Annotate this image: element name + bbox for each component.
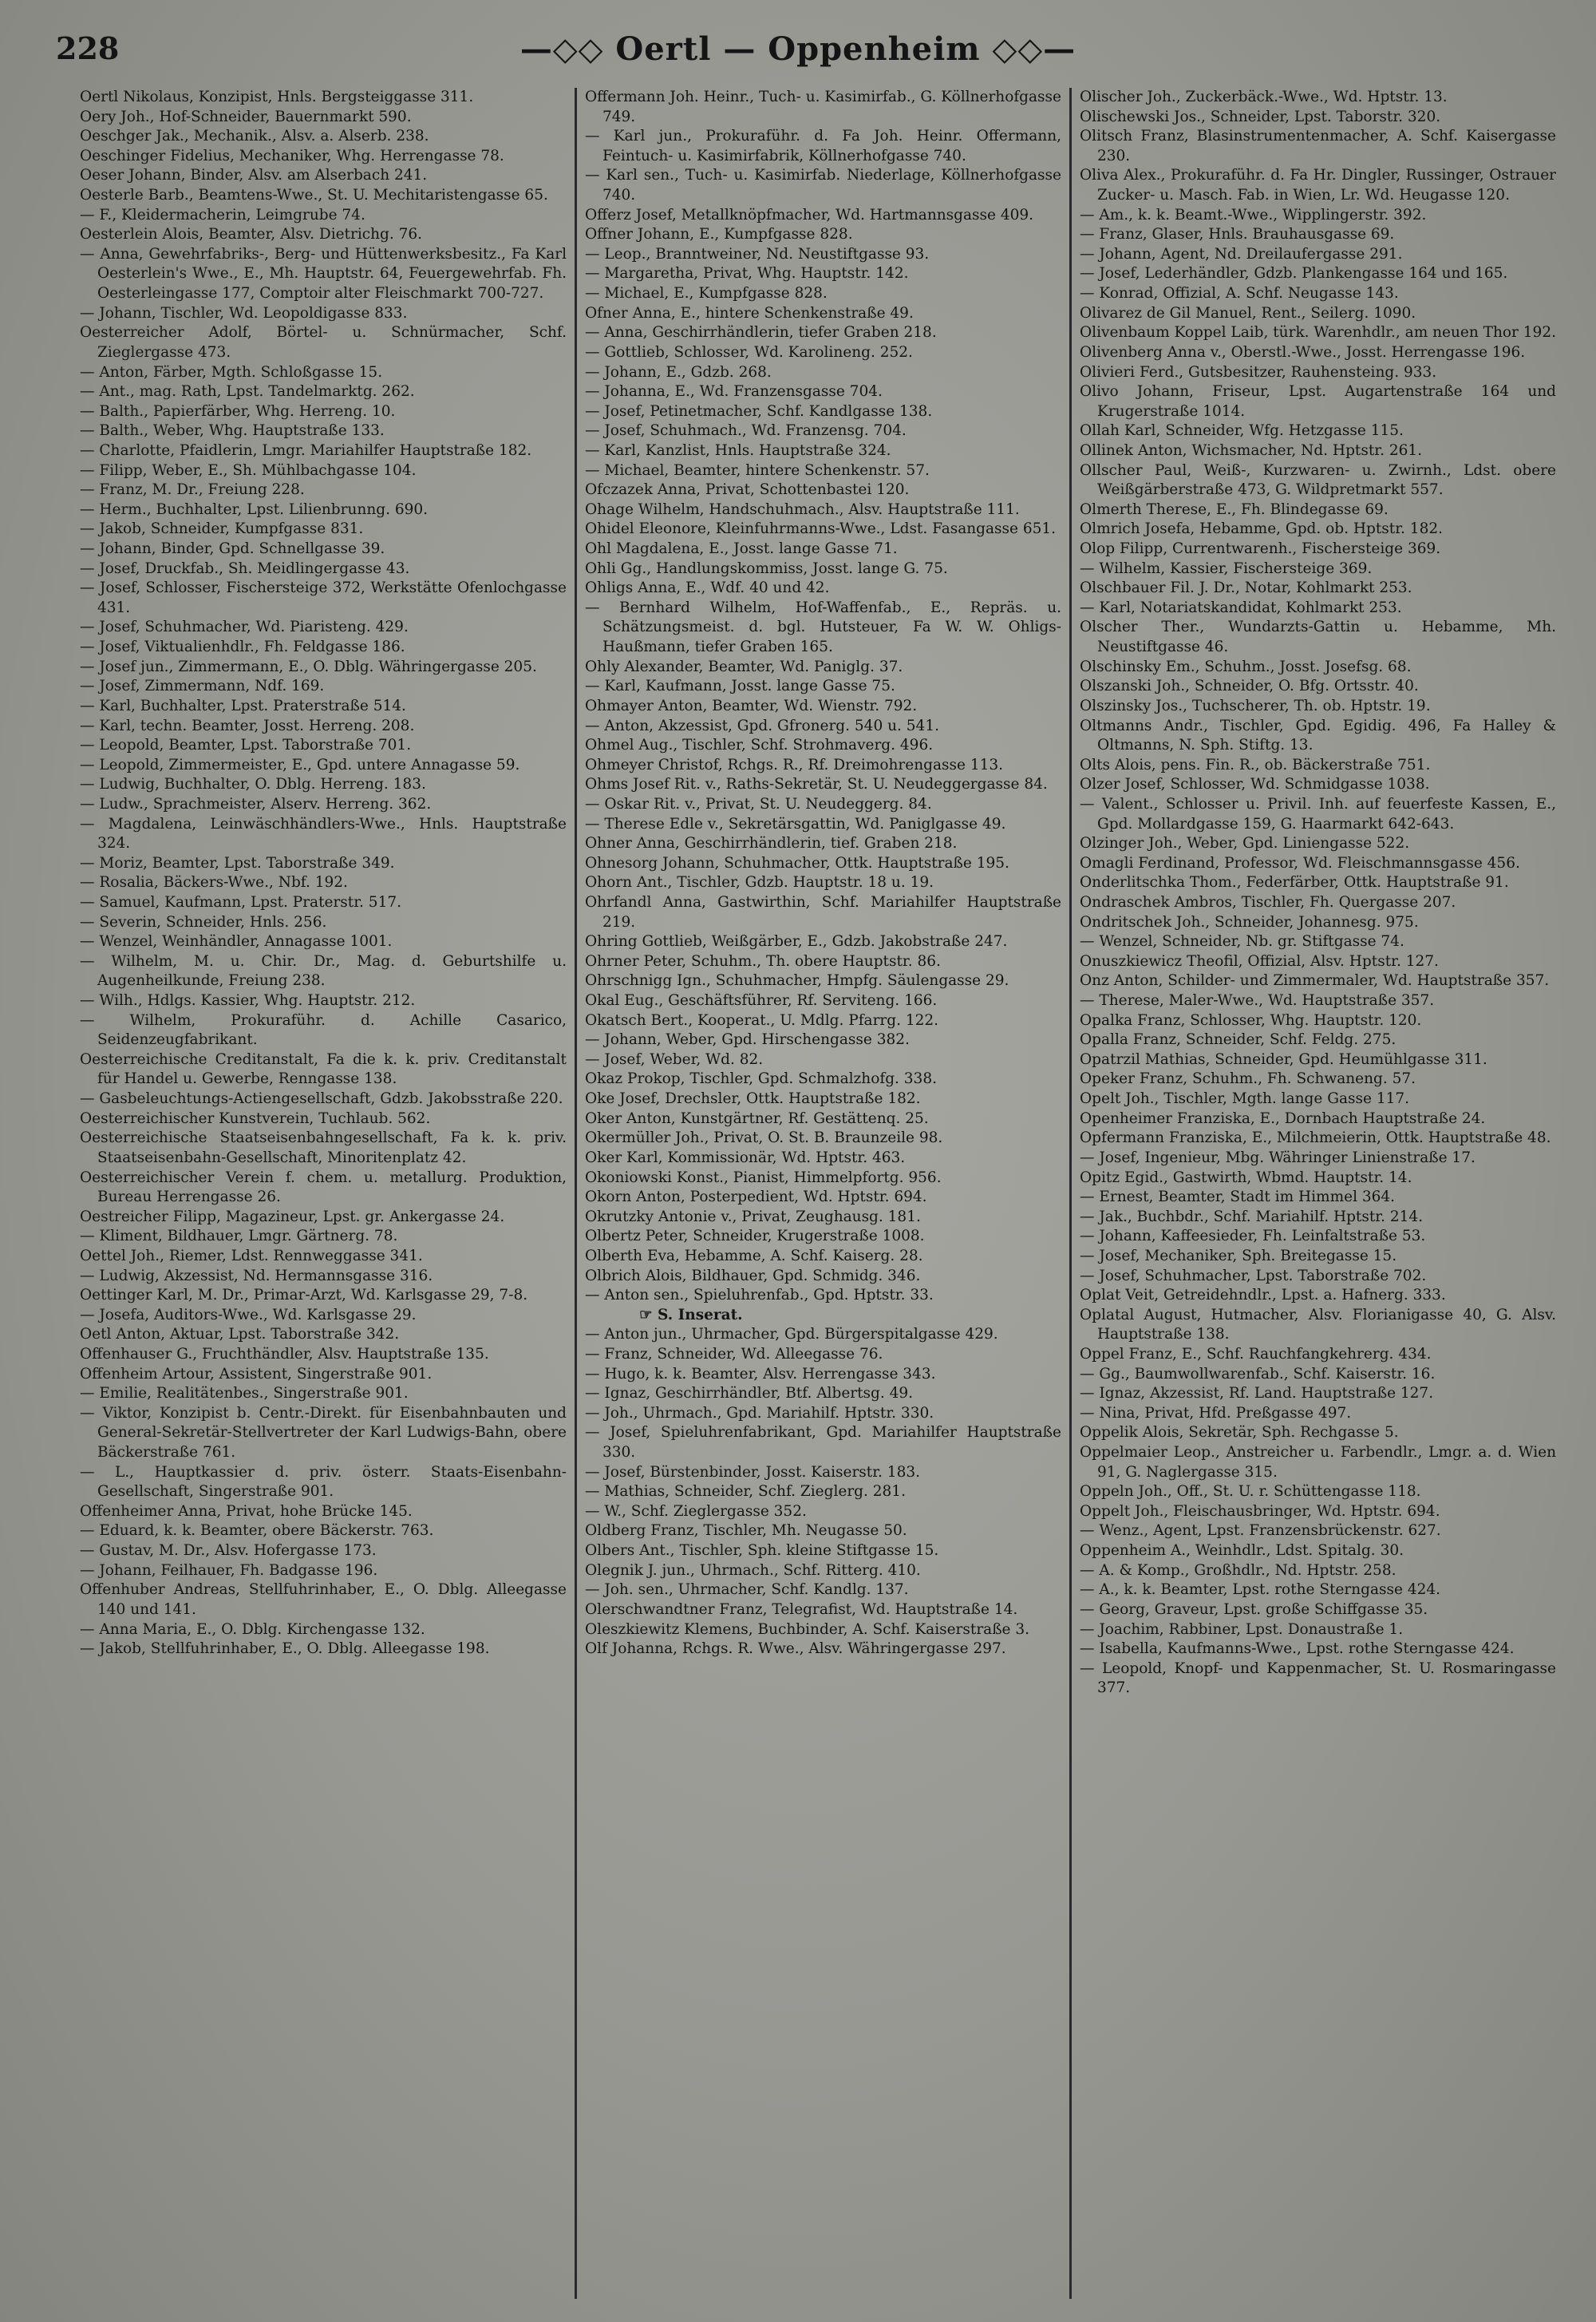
directory-entry: — Karl, Kanzlist, Hnls. Hauptstraße 324. bbox=[585, 441, 891, 459]
directory-entry: Openheimer Franziska, E., Dornbach Hauptstraße 24. bbox=[1080, 1110, 1486, 1127]
directory-entry: Olzinger Joh., Weber, Gpd. Liniengasse 522. bbox=[1080, 835, 1410, 852]
directory-entry: Ollinek Anton, Wichsmacher, Nd. Hptstr. 261. bbox=[1080, 441, 1423, 459]
directory-entry: Offermann Joh. Heinr., Tuch- u. Kasimirfab., G. Köllnerhofgasse 749. bbox=[585, 89, 1061, 125]
directory-entry: — A., k. k. Beamter, Lpst. rothe Sterngasse 424. bbox=[1080, 1581, 1441, 1599]
directory-entry: — Therese, Maler-Wwe., Wd. Hauptstraße 357. bbox=[1080, 992, 1435, 1010]
running-head: —◇◇ Oertl — Oppenheim ◇◇— bbox=[519, 30, 1077, 68]
directory-entry: — Mathias, Schneider, Schf. Zieglerg. 281. bbox=[585, 1483, 906, 1501]
directory-entry: Oesterreichische Staatseisenbahngesellschaft, Fa k. k. priv. Staatseisenbahn-Gesellschaft, Minoritenplatz 42. bbox=[80, 1129, 567, 1166]
directory-entry: — Karl, Buchhalter, Lpst. Praterstraße 514. bbox=[80, 697, 406, 714]
directory-entry: — Therese Edle v., Sekretärsgattin, Wd. Paniglgasse 49. bbox=[585, 815, 1006, 833]
directory-entry: — Wenzel, Schneider, Nb. gr. Stiftgasse 74. bbox=[1080, 933, 1404, 951]
directory-entry: Olzer Josef, Schlosser, Wd. Schmidgasse 1038. bbox=[1080, 776, 1430, 793]
directory-entry: — Josef, Spieluhrenfabrikant, Gpd. Mariahilfer Hauptstraße 330. bbox=[585, 1424, 1061, 1462]
directory-entry: Olbers Ant., Tischler, Sph. kleine Stiftgasse 15. bbox=[585, 1542, 939, 1560]
directory-entry: — Gg., Baumwollwarenfab., Schf. Kaiserstr. 16. bbox=[1080, 1365, 1436, 1383]
directory-entry: Okatsch Bert., Kooperat., U. Mdlg. Pfarrg. 122. bbox=[585, 1011, 939, 1029]
directory-entry: Olivieri Ferd., Gutsbesitzer, Rauhensteing. 933. bbox=[1080, 363, 1437, 381]
directory-entry: — Valent., Schlosser u. Privil. Inh. auf feuerfeste Kassen, E., Gpd. Mollardgasse 159, G. Haarmarkt 642-643. bbox=[1080, 795, 1556, 833]
directory-entry: Olbertz Peter, Schneider, Krugerstraße 1008. bbox=[585, 1228, 925, 1245]
directory-entry: — Samuel, Kaufmann, Lpst. Praterstr. 517. bbox=[80, 893, 401, 911]
directory-entry: — Anna, Gewehrfabriks-, Berg- und Hüttenwerksbesitz., Fa Karl Oesterlein's Wwe., E., Mh. Hauptstr. 64, Feuergewehrfab. Fh. Oesterleingasse 177, Comptoir alter Fleischmarkt 700-727. bbox=[80, 245, 567, 303]
directory-entry: — Josef, Lederhändler, Gdzb. Plankengasse 164 und 165. bbox=[1080, 265, 1508, 283]
directory-entry: — Magdalena, Leinwäschhändlers-Wwe., Hnls. Hauptstraße 324. bbox=[80, 815, 567, 852]
directory-entry: Oliva Alex., Prokuraführ. d. Fa Hr. Dingler, Russinger, Ostrauer Zucker- u. Masch. Fab. in Wien, Lr. Wd. Heugasse 120. bbox=[1080, 167, 1556, 204]
directory-entry: Ohmayer Anton, Beamter, Wd. Wienstr. 792. bbox=[585, 697, 918, 714]
directory-entry: Ohring Gottlieb, Weißgärber, E., Gdzb. Jakobstraße 247. bbox=[585, 933, 1008, 951]
directory-entry: Ollah Karl, Schneider, Wfg. Hetzgasse 115. bbox=[1080, 422, 1404, 440]
directory-entry: Offenheim Artour, Assistent, Singerstraße 901. bbox=[80, 1365, 433, 1383]
directory-entry: Oertl Nikolaus, Konzipist, Hnls. Bergsteiggasse 311. bbox=[80, 89, 474, 105]
directory-entry: — Joh. sen., Uhrmacher, Schf. Kandlg. 137. bbox=[585, 1581, 909, 1599]
directory-entry: Oker Anton, Kunstgärtner, Rf. Gestättenq. 25. bbox=[585, 1110, 929, 1127]
directory-entry: — Michael, Beamter, hintere Schenkenstr. 57. bbox=[585, 461, 930, 479]
directory-entry: Offenhauser G., Fruchthändler, Alsv. Hauptstraße 135. bbox=[80, 1346, 489, 1363]
directory-entry: — Wenzel, Weinhändler, Annagasse 1001. bbox=[80, 933, 393, 951]
directory-entry: — Johann, Kaffeesieder, Fh. Leinfaltstraße 53. bbox=[1080, 1228, 1426, 1245]
directory-entry: — Karl, Notariatskandidat, Kohlmarkt 253. bbox=[1080, 599, 1402, 616]
directory-columns bbox=[80, 88, 1564, 2299]
directory-entry: Okrutzky Antonie v., Privat, Zeughausg. 181. bbox=[585, 1208, 921, 1225]
directory-entry: — W., Schf. Zieglergasse 352. bbox=[585, 1502, 807, 1520]
directory-entry: — Leopold, Zimmermeister, E., Gpd. untere Annagasse 59. bbox=[80, 756, 520, 773]
directory-entry: Okoniowski Konst., Pianist, Himmelpfortg. 956. bbox=[585, 1169, 942, 1186]
directory-entry: Oesterreichische Creditanstalt, Fa die k. k. priv. Creditanstalt für Handel u. Gewerbe, Renngasse 138. bbox=[80, 1050, 567, 1088]
directory-entry: Oetl Anton, Aktuar, Lpst. Taborstraße 342. bbox=[80, 1326, 400, 1343]
directory-entry: Offner Johann, E., Kumpfgasse 828. bbox=[585, 226, 853, 243]
directory-entry: Olivo Johann, Friseur, Lpst. Augartenstraße 164 und Krugerstraße 1014. bbox=[1080, 383, 1556, 420]
directory-entry: Okorn Anton, Posterpedient, Wd. Hptstr. 694. bbox=[585, 1189, 927, 1206]
directory-entry: — Wilhelm, Kassier, Fischersteige 369. bbox=[1080, 560, 1373, 577]
directory-entry: Oeschinger Fidelius, Mechaniker, Whg. Herrengasse 78. bbox=[80, 147, 504, 164]
directory-entry: Oesterreicher Adolf, Börtel- u. Schnürmacher, Schf. Zieglergasse 473. bbox=[80, 324, 567, 361]
directory-entry: Oplatal August, Hutmacher, Alsv. Florianigasse 40, G. Alsv. Hauptstraße 138. bbox=[1080, 1306, 1556, 1343]
directory-entry: — Anton, Akzessist, Gpd. Gfronerg. 540 u. 541. bbox=[585, 717, 939, 734]
directory-entry: — Karl jun., Prokuraführ. d. Fa Joh. Heinr. Offermann, Feintuch- u. Kasimirfabrik, Köllnerhofgasse 740. bbox=[585, 128, 1061, 164]
directory-entry: — Isabella, Kaufmanns-Wwe., Lpst. rothe Sterngasse 424. bbox=[1080, 1640, 1515, 1658]
directory-entry: — Johann, Feilhauer, Fh. Badgasse 196. bbox=[80, 1561, 378, 1579]
column-2 bbox=[575, 88, 1069, 2299]
directory-entry: — A. & Komp., Großhdlr., Nd. Hptstr. 258. bbox=[1080, 1561, 1396, 1579]
directory-entry: Ollscher Paul, Weiß-, Kurzwaren- u. Zwirnh., Ldst. obere Weißgärberstraße 473, G. Wildpretmarkt 557. bbox=[1080, 461, 1556, 499]
directory-entry: Ohnesorg Johann, Schuhmacher, Ottk. Hauptstraße 195. bbox=[585, 854, 1009, 872]
directory-entry: Offenhuber Andreas, Stellfuhrinhaber, E., O. Dblg. Alleegasse 140 und 141. bbox=[80, 1581, 567, 1618]
directory-entry: Onderlitschka Thom., Federfärber, Ottk. Hauptstraße 91. bbox=[1080, 874, 1509, 892]
directory-entry: — Josef, Weber, Wd. 82. bbox=[585, 1050, 764, 1068]
directory-entry: — Anton jun., Uhrmacher, Gpd. Bürgerspitalgasse 429. bbox=[585, 1326, 998, 1343]
directory-entry: — Jakob, Stellfuhrinhaber, E., O. Dblg. Alleegasse 198. bbox=[80, 1640, 490, 1658]
directory-entry: Oestreicher Filipp, Magazineur, Lpst. gr. Ankergasse 24. bbox=[80, 1208, 505, 1225]
directory-entry: — Anna, Geschirrhändlerin, tiefer Graben 218. bbox=[585, 324, 937, 342]
directory-entry: Olmerth Therese, E., Fh. Blindegasse 69. bbox=[1080, 500, 1389, 518]
directory-entry: — Karl, Kaufmann, Josst. lange Gasse 75. bbox=[585, 678, 895, 695]
directory-entry: Oleszkiewitz Klemens, Buchbinder, A. Schf. Kaiserstraße 3. bbox=[585, 1620, 1030, 1638]
directory-entry: Opalka Franz, Schlosser, Whg. Hauptstr. 120. bbox=[1080, 1011, 1422, 1029]
directory-entry: — Ludwig, Akzessist, Nd. Hermannsgasse 316. bbox=[80, 1267, 433, 1284]
directory-entry: — Bernhard Wilhelm, Hof-Waffenfab., E., Repräs. u. Schätzungsmeist. d. bgl. Hutsteuer, Fa W. W. Ohligs-Haußmann, tiefer Graben 165. bbox=[585, 599, 1061, 656]
directory-entry: Ohrfandl Anna, Gastwirthin, Schf. Mariahilfer Hauptstraße 219. bbox=[585, 893, 1061, 931]
directory-entry: — Wilhelm, Prokuraführ. d. Achille Casarico, Seidenzeugfabrikant. bbox=[80, 1011, 567, 1049]
directory-entry: — Margaretha, Privat, Whg. Hauptstr. 142. bbox=[585, 265, 909, 283]
directory-entry: — Charlotte, Pfaidlerin, Lmgr. Mariahilfer Hauptstraße 182. bbox=[80, 441, 532, 459]
directory-entry: — Joh., Uhrmach., Gpd. Mariahilf. Hptstr. 330. bbox=[585, 1404, 934, 1422]
directory-entry: Olschinsky Em., Schuhm., Josst. Josefsg. 68. bbox=[1080, 658, 1412, 675]
directory-entry: — Gasbeleuchtungs-Actiengesellschaft, Gdzb. Jakobsstraße 220. bbox=[80, 1090, 563, 1108]
directory-entry: Opalla Franz, Schneider, Schf. Feldg. 275. bbox=[1080, 1031, 1396, 1049]
directory-entry: — Josef, Schuhmach., Wd. Franzensg. 704. bbox=[585, 422, 907, 440]
directory-entry: Olmrich Josefa, Hebamme, Gpd. ob. Hptstr. 182. bbox=[1080, 520, 1443, 538]
directory-entry: Ohms Josef Rit. v., Raths-Sekretär, St. U. Neudeggergasse 84. bbox=[585, 776, 1048, 793]
directory-entry: — Emilie, Realitätenbes., Singerstraße 901. bbox=[80, 1385, 409, 1402]
directory-entry: — Am., k. k. Beamt.-Wwe., Wipplingerstr. 392. bbox=[1080, 206, 1427, 223]
directory-entry: — Ernest, Beamter, Stadt im Himmel 364. bbox=[1080, 1189, 1396, 1206]
directory-entry: — Oskar Rit. v., Privat, St. U. Neudeggerg. 84. bbox=[585, 795, 932, 813]
directory-entry: Ohligs Anna, E., Wdf. 40 und 42. bbox=[585, 580, 830, 597]
directory-entry: — Konrad, Offizial, A. Schf. Neugasse 143. bbox=[1080, 285, 1399, 303]
directory-entry: ☞ S. Inserat. bbox=[639, 1306, 743, 1323]
directory-entry: Oker Karl, Kommissionär, Wd. Hptstr. 463. bbox=[585, 1149, 906, 1166]
directory-entry: Offenheimer Anna, Privat, hohe Brücke 145. bbox=[80, 1502, 413, 1520]
directory-entry: — Rosalia, Bäckers-Wwe., Nbf. 192. bbox=[80, 874, 348, 892]
directory-entry: — Leopold, Beamter, Lpst. Taborstraße 701. bbox=[80, 737, 412, 754]
directory-entry: — Ignaz, Geschirrhändler, Btf. Albertsg. 49. bbox=[585, 1385, 914, 1402]
directory-entry: Ondraschek Ambros, Tischler, Fh. Quergasse 207. bbox=[1080, 893, 1456, 911]
directory-entry: Oppel Franz, E., Schf. Rauchfangkehrerg. 434. bbox=[1080, 1346, 1432, 1363]
directory-entry: — Jak., Buchbdr., Schf. Mariahilf. Hptstr. 214. bbox=[1080, 1208, 1424, 1225]
directory-entry: Oppelt Joh., Fleischausbringer, Wd. Hptstr. 694. bbox=[1080, 1502, 1440, 1520]
directory-entry: Ohner Anna, Geschirrhändlerin, tief. Graben 218. bbox=[585, 835, 958, 852]
directory-entry: — Johann, Binder, Gpd. Schnellgasse 39. bbox=[80, 540, 385, 558]
directory-entry: — Franz, M. Dr., Freiung 228. bbox=[80, 481, 305, 499]
directory-entry: Olop Filipp, Currentwarenh., Fischersteige 369. bbox=[1080, 540, 1441, 558]
directory-entry: — Ludw., Sprachmeister, Alserv. Herreng. 362. bbox=[80, 795, 432, 813]
directory-entry: Olscher Ther., Wundarzts-Gattin u. Hebamme, Mh. Neustiftgasse 46. bbox=[1080, 619, 1556, 656]
directory-entry: Ohrschnigg Ign., Schuhmacher, Hmpfg. Säulengasse 29. bbox=[585, 972, 1009, 990]
directory-entry: Olerschwandtner Franz, Telegrafist, Wd. Hauptstraße 14. bbox=[585, 1600, 1018, 1618]
directory-entry: Okermüller Joh., Privat, O. St. B. Braunzeile 98. bbox=[585, 1129, 943, 1147]
directory-entry: — Ant., mag. Rath, Lpst. Tandelmarktg. 262. bbox=[80, 383, 415, 401]
directory-entry: — Johanna, E., Wd. Franzensgasse 704. bbox=[585, 383, 883, 401]
directory-entry: — Jakob, Schneider, Kumpfgasse 831. bbox=[80, 520, 364, 538]
directory-entry: — Franz, Schneider, Wd. Alleegasse 76. bbox=[585, 1346, 883, 1363]
directory-entry: Oettel Joh., Riemer, Ldst. Rennweggasse 341. bbox=[80, 1247, 423, 1264]
directory-entry: Oppelik Alois, Sekretär, Sph. Rechgasse 5. bbox=[1080, 1424, 1399, 1442]
directory-entry: — Kliment, Bildhauer, Lmgr. Gärtnerg. 78. bbox=[80, 1228, 398, 1245]
directory-entry: — Nina, Privat, Hfd. Preßgasse 497. bbox=[1080, 1404, 1352, 1422]
directory-entry: Ohmeyer Christof, Rchgs. R., Rf. Dreimohrengasse 113. bbox=[585, 756, 1004, 773]
directory-entry: Ohrner Peter, Schuhm., Th. obere Hauptstr. 86. bbox=[585, 952, 941, 970]
directory-entry: Opitz Egid., Gastwirth, Wbmd. Hauptstr. 14. bbox=[1080, 1169, 1412, 1186]
directory-entry: — Gottlieb, Schlosser, Wd. Karolineng. 252. bbox=[585, 343, 913, 361]
directory-entry: — Joachim, Rabbiner, Lpst. Donaustraße 1. bbox=[1080, 1620, 1404, 1638]
directory-entry: — Josef, Schuhmacher, Lpst. Taborstraße 702. bbox=[1080, 1267, 1427, 1284]
directory-entry: Olivenberg Anna v., Oberstl.-Wwe., Josst. Herrengasse 196. bbox=[1080, 343, 1526, 361]
directory-entry: Oesterreichischer Verein f. chem. u. metallurg. Produktion, Bureau Herrengasse 26. bbox=[80, 1169, 567, 1206]
directory-entry: — Josef, Viktualienhdlr., Fh. Feldgasse 186. bbox=[80, 639, 405, 656]
directory-entry: — Leop., Branntweiner, Nd. Neustiftgasse 93. bbox=[585, 245, 930, 263]
directory-entry: — Viktor, Konzipist b. Centr.-Direkt. für Eisenbahnbauten und General-Sekretär-Stellvertreter der Karl Ludwigs-Bahn, obere Bäckerstraße 761. bbox=[80, 1404, 567, 1462]
directory-entry: — Josef, Mechaniker, Sph. Breitegasse 15. bbox=[1080, 1247, 1397, 1264]
directory-entry: — Herm., Buchhalter, Lpst. Lilienbrunng. 690. bbox=[80, 500, 429, 518]
directory-entry: — Wenz., Agent, Lpst. Franzensbrückenstr. 627. bbox=[1080, 1522, 1441, 1540]
directory-entry: — Josefa, Auditors-Wwe., Wd. Karlsgasse 29. bbox=[80, 1306, 417, 1323]
directory-entry: Onuszkiewicz Theofil, Offizial, Alsv. Hptstr. 127. bbox=[1080, 952, 1439, 970]
directory-entry: Olivenbaum Koppel Laib, türk. Warenhdlr., am neuen Thor 192. bbox=[1080, 324, 1556, 342]
directory-entry: Oeschger Jak., Mechanik., Alsv. a. Alserb. 238. bbox=[80, 128, 429, 145]
directory-entry: — Filipp, Weber, E., Sh. Mühlbachgasse 104. bbox=[80, 461, 417, 479]
directory-entry: Okal Eug., Geschäftsführer, Rf. Serviteng. 166. bbox=[585, 992, 938, 1010]
column-3 bbox=[1069, 88, 1564, 2299]
directory-entry: — Johann, Agent, Nd. Dreilaufergasse 291. bbox=[1080, 245, 1403, 263]
directory-entry: Oeser Johann, Binder, Alsv. am Alserbach 241. bbox=[80, 167, 428, 184]
directory-entry: — Johann, Tischler, Wd. Leopoldigasse 833. bbox=[80, 304, 408, 322]
directory-entry: Offerz Josef, Metallknöpfmacher, Wd. Hartmannsgasse 409. bbox=[585, 206, 1034, 223]
directory-entry: Ohly Alexander, Beamter, Wd. Paniglg. 37. bbox=[585, 658, 903, 675]
directory-entry: Olf Johanna, Rchgs. R. Wwe., Alsv. Währingergasse 297. bbox=[585, 1640, 1006, 1658]
directory-entry: Olischer Joh., Zuckerbäck.-Wwe., Wd. Hptstr. 13. bbox=[1080, 89, 1448, 105]
directory-entry: Oppenheim A., Weinhdlr., Ldst. Spitalg. 30. bbox=[1080, 1542, 1404, 1560]
directory-entry: Ohorn Ant., Tischler, Gdzb. Hauptstr. 18 u. 19. bbox=[585, 874, 934, 892]
directory-entry: Oplat Veit, Getreidehndlr., Lpst. a. Hafnerg. 333. bbox=[1080, 1287, 1446, 1304]
directory-entry: Omagli Ferdinand, Professor, Wd. Fleischmannsgasse 456. bbox=[1080, 854, 1520, 872]
directory-entry: — Gustav, M. Dr., Alsv. Hofergasse 173. bbox=[80, 1542, 377, 1560]
directory-entry: Okaz Prokop, Tischler, Gpd. Schmalzhofg. 338. bbox=[585, 1070, 937, 1088]
directory-entry: Olischewski Jos., Schneider, Lpst. Taborstr. 320. bbox=[1080, 108, 1441, 125]
directory-entry: Olts Alois, pens. Fin. R., ob. Bäckerstraße 751. bbox=[1080, 756, 1431, 773]
directory-entry: — Josef, Druckfab., Sh. Meidlingergasse 43. bbox=[80, 560, 410, 577]
directory-entry: — Josef, Schlosser, Fischersteige 372, Werkstätte Ofenlochgasse 431. bbox=[80, 580, 567, 616]
directory-entry: Ohage Wilhelm, Handschuhmach., Alsv. Hauptstraße 111. bbox=[585, 500, 1020, 518]
directory-entry: Opatrzil Mathias, Schneider, Gpd. Heumühlgasse 311. bbox=[1080, 1050, 1487, 1068]
directory-entry: — Wilhelm, M. u. Chir. Dr., Mag. d. Geburtshilfe u. Augenheilkunde, Freiung 238. bbox=[80, 952, 567, 990]
directory-entry: Opeker Franz, Schuhm., Fh. Schwaneng. 57. bbox=[1080, 1070, 1416, 1088]
directory-entry: Oery Joh., Hof-Schneider, Bauernmarkt 590. bbox=[80, 108, 412, 125]
directory-entry: Ohli Gg., Handlungskommiss, Josst. lange G. 75. bbox=[585, 560, 948, 577]
page-header bbox=[56, 21, 1540, 85]
directory-entry: — Hugo, k. k. Beamter, Alsv. Herrengasse 343. bbox=[585, 1365, 936, 1383]
directory-entry: Oesterlein Alois, Beamter, Alsv. Dietrichg. 76. bbox=[80, 226, 423, 243]
directory-entry: Onz Anton, Schilder- und Zimmermaler, Wd. Hauptstraße 357. bbox=[1080, 972, 1550, 990]
directory-entry: — Karl sen., Tuch- u. Kasimirfab. Niederlage, Köllnerhofgasse 740. bbox=[585, 167, 1061, 204]
directory-entry: — Severin, Schneider, Hnls. 256. bbox=[80, 913, 327, 931]
directory-entry: Olberth Eva, Hebamme, A. Schf. Kaiserg. 28. bbox=[585, 1247, 923, 1264]
directory-entry: — Anton, Färber, Mgth. Schloßgasse 15. bbox=[80, 363, 383, 381]
directory-entry: — Josef, Zimmermann, Ndf. 169. bbox=[80, 678, 325, 695]
directory-entry: — L., Hauptkassier d. priv. österr. Staats-Eisenbahn-Gesellschaft, Singerstraße 901. bbox=[80, 1463, 567, 1501]
directory-entry: Oppelmaier Leop., Anstreicher u. Farbendlr., Lmgr. a. d. Wien 91, G. Naglergasse 315. bbox=[1080, 1444, 1556, 1481]
directory-entry: Olitsch Franz, Blasinstrumentenmacher, A. Schf. Kaisergasse 230. bbox=[1080, 128, 1556, 164]
directory-entry: Ohidel Eleonore, Kleinfuhrmanns-Wwe., Ldst. Fasangasse 651. bbox=[585, 520, 1057, 538]
directory-entry: — Josef, Bürstenbinder, Josst. Kaiserstr. 183. bbox=[585, 1463, 920, 1481]
directory-entry: Ondritschek Joh., Schneider, Johannesg. 975. bbox=[1080, 913, 1419, 931]
directory-entry: — Balth., Weber, Whg. Hauptstraße 133. bbox=[80, 422, 385, 440]
directory-entry: — Johann, Weber, Gpd. Hirschengasse 382. bbox=[585, 1031, 910, 1049]
page-number: 228 bbox=[56, 30, 120, 66]
directory-entry: — Ludwig, Buchhalter, O. Dblg. Herreng. 183. bbox=[80, 776, 426, 793]
directory-entry: Oesterle Barb., Beamtens-Wwe., St. U. Mechitaristengasse 65. bbox=[80, 187, 548, 204]
directory-entry: — Ignaz, Akzessist, Rf. Land. Hauptstraße 127. bbox=[1080, 1385, 1434, 1402]
directory-entry: Olszinsky Jos., Tuchscherer, Th. ob. Hptstr. 19. bbox=[1080, 697, 1431, 714]
directory-entry: Ohmel Aug., Tischler, Schf. Strohmaverg. 496. bbox=[585, 737, 934, 754]
directory-entry: Olegnik J. jun., Uhrmach., Schf. Ritterg. 410. bbox=[585, 1561, 921, 1579]
directory-entry: — Eduard, k. k. Beamter, obere Bäckerstr. 763. bbox=[80, 1522, 434, 1540]
directory-entry: Olbrich Alois, Bildhauer, Gpd. Schmidg. 346. bbox=[585, 1267, 921, 1284]
column-1 bbox=[80, 88, 575, 2299]
directory-entry: Oke Josef, Drechsler, Ottk. Hauptstraße 182. bbox=[585, 1090, 921, 1108]
directory-entry: Opfermann Franziska, E., Milchmeierin, Ottk. Hauptstraße 48. bbox=[1080, 1129, 1551, 1147]
directory-entry: Oettinger Karl, M. Dr., Primar-Arzt, Wd. Karlsgasse 29, 7-8. bbox=[80, 1287, 528, 1304]
directory-entry: Oltmanns Andr., Tischler, Gpd. Egidig. 496, Fa Halley & Oltmanns, N. Sph. Stiftg. 13. bbox=[1080, 717, 1556, 754]
directory-entry: — F., Kleidermacherin, Leimgrube 74. bbox=[80, 206, 365, 223]
directory-entry: Olivarez de Gil Manuel, Rent., Seilerg. 1090. bbox=[1080, 304, 1416, 322]
directory-entry: — Georg, Graveur, Lpst. große Schiffgasse 35. bbox=[1080, 1600, 1428, 1618]
directory-entry: Oppeln Joh., Off., St. U. r. Schüttengasse 118. bbox=[1080, 1483, 1421, 1501]
directory-entry: — Karl, techn. Beamter, Josst. Herreng. 208. bbox=[80, 717, 415, 734]
directory-entry: Ofner Anna, E., hintere Schenkenstraße 49. bbox=[585, 304, 914, 322]
directory-entry: Ofczazek Anna, Privat, Schottenbastei 120. bbox=[585, 481, 910, 499]
directory-entry: — Josef, Schuhmacher, Wd. Piaristeng. 429. bbox=[80, 619, 409, 636]
directory-entry: Olszanski Joh., Schneider, O. Bfg. Ortsstr. 40. bbox=[1080, 678, 1419, 695]
directory-entry: — Balth., Papierfärber, Whg. Herreng. 10. bbox=[80, 402, 396, 420]
directory-entry: — Michael, E., Kumpfgasse 828. bbox=[585, 285, 828, 303]
directory-entry: — Wilh., Hdlgs. Kassier, Whg. Hauptstr. 212. bbox=[80, 992, 416, 1010]
directory-entry: — Moriz, Beamter, Lpst. Taborstraße 349. bbox=[80, 854, 395, 872]
directory-entry: — Anton sen., Spieluhrenfab., Gpd. Hptstr. 33. bbox=[585, 1287, 934, 1304]
directory-entry: — Anna Maria, E., O. Dblg. Kirchengasse 132. bbox=[80, 1620, 425, 1638]
directory-entry: — Franz, Glaser, Hnls. Brauhausgasse 69. bbox=[1080, 226, 1395, 243]
directory-entry: Oldberg Franz, Tischler, Mh. Neugasse 50. bbox=[585, 1522, 907, 1540]
directory-entry: Olschbauer Fil. J. Dr., Notar, Kohlmarkt 253. bbox=[1080, 580, 1412, 597]
directory-entry: Opelt Joh., Tischler, Mgth. lange Gasse 117. bbox=[1080, 1090, 1410, 1108]
directory-entry: Oesterreichischer Kunstverein, Tuchlaub. 562. bbox=[80, 1110, 431, 1127]
directory-entry: — Josef, Petinetmacher, Schf. Kandlgasse 138. bbox=[585, 402, 933, 420]
directory-entry: — Josef, Ingenieur, Mbg. Währinger Linienstraße 17. bbox=[1080, 1149, 1476, 1166]
directory-entry: — Johann, E., Gdzb. 268. bbox=[585, 363, 772, 381]
directory-entry: — Josef jun., Zimmermann, E., O. Dblg. Währingergasse 205. bbox=[80, 658, 537, 675]
directory-entry: Ohl Magdalena, E., Josst. lange Gasse 71. bbox=[585, 540, 898, 558]
directory-entry: — Leopold, Knopf- und Kappenmacher, St. U. Rosmaringasse 377. bbox=[1080, 1659, 1556, 1697]
